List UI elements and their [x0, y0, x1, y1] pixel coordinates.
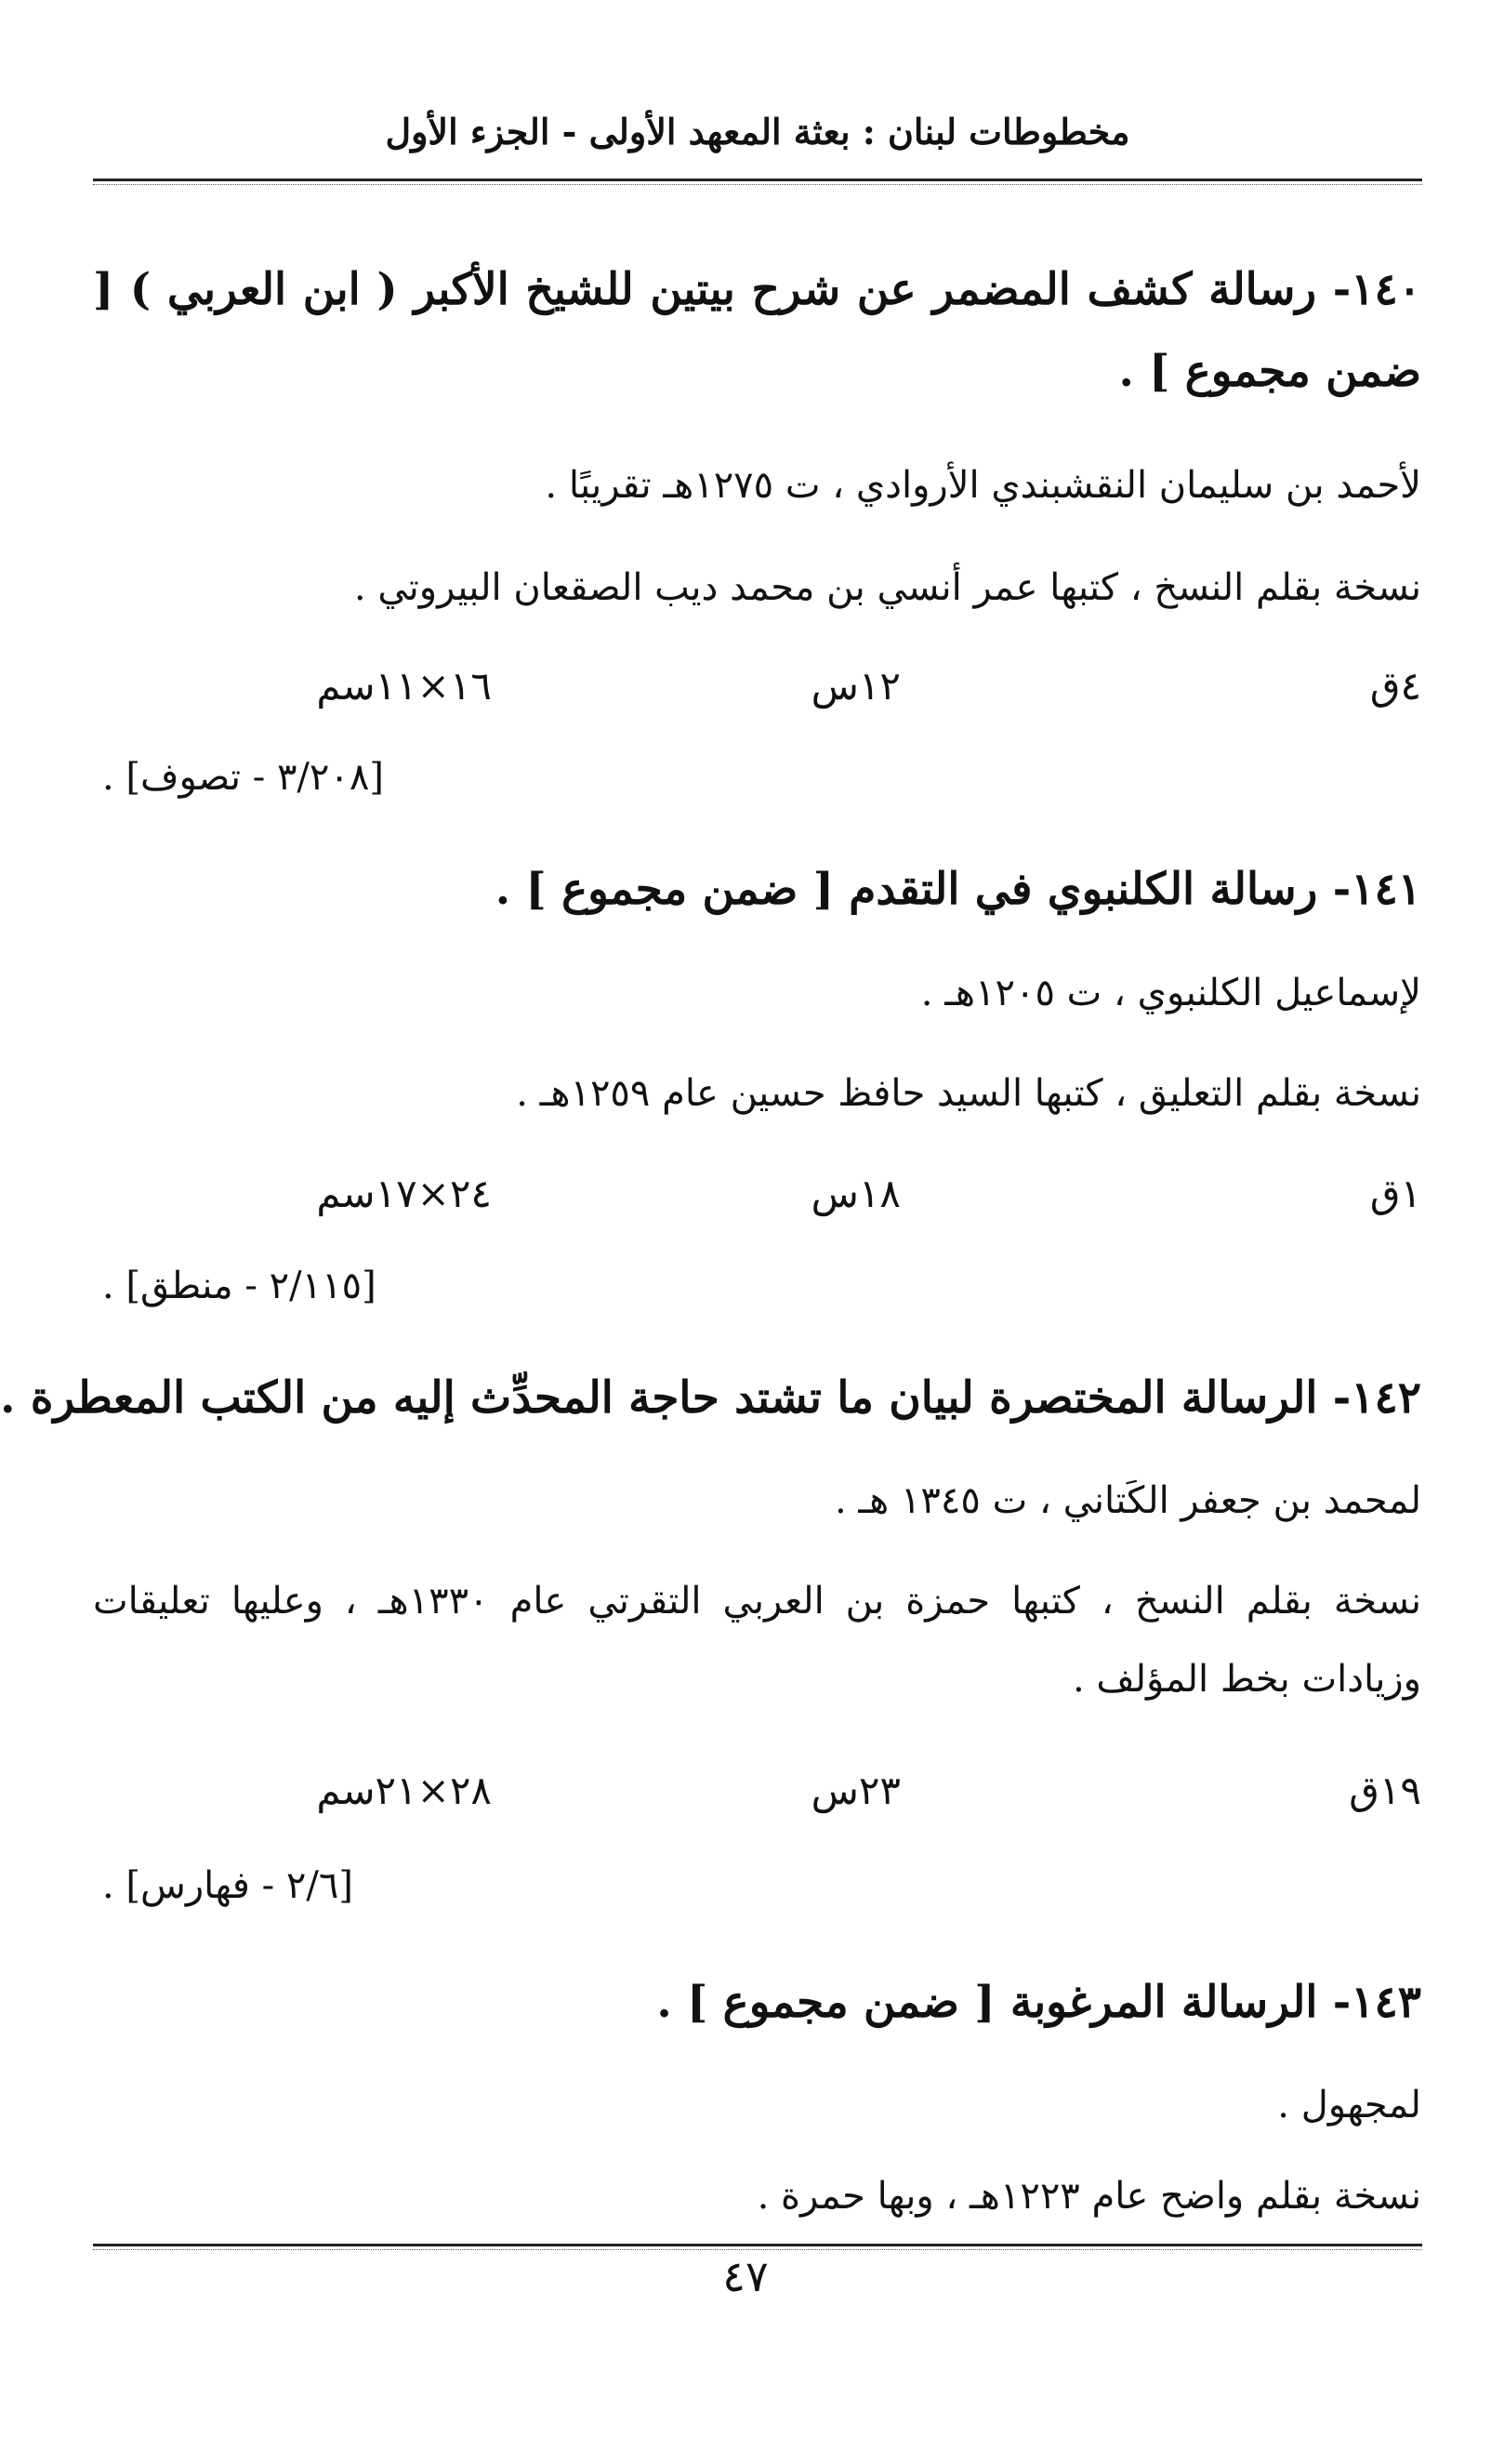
entry-title: ١٤١- رسالة الكلنبوي في التقدم [ ضمن مجموع ] .	[495, 864, 1421, 915]
page-number: ٤٧	[722, 2251, 769, 2301]
leaf-count: ١٩ق	[1349, 1768, 1421, 1813]
entry-title: ١٤٣- الرسالة المرغوبة [ ضمن مجموع ] .	[656, 1977, 1421, 2028]
footer-rule	[93, 2244, 1422, 2246]
lines-per-page: ١٨س	[811, 1171, 901, 1216]
shelf-classmark: [٣/٢٠٨ - تصوف] .	[102, 756, 384, 799]
page-dimensions: ٢٨×٢١سم	[316, 1768, 492, 1813]
entry-author: لمحمد بن جعفر الكَتاني ، ت ١٣٤٥ هـ .	[834, 1479, 1421, 1522]
entry-author: لأحمد بن سليمان النقشبندي الأروادي ، ت ١٢٧٥هـ تقريبًا .	[545, 464, 1421, 507]
shelf-classmark: [٢/١١٥ - منطق] .	[102, 1265, 376, 1307]
entry-title: ١٤٢- الرسالة المختصرة لبيان ما تشتد حاجة المحدِّث إليه من الكتب المعطرة .	[0, 1372, 1421, 1424]
entry-physical-description	[93, 658, 1421, 714]
lines-per-page: ٢٣س	[811, 1768, 901, 1813]
header-rule	[93, 179, 1422, 181]
entry-physical-description	[93, 1763, 1421, 1819]
page-dimensions: ٢٤×١٧سم	[316, 1171, 492, 1216]
page-dimensions: ١٦×١١سم	[316, 663, 492, 709]
entry-copy: نسخة بقلم النسخ ، كتبها حمزة بن العربي التقرتي عام ١٣٣٠هـ ، وعليها تعليقات وزيادات بخط المؤلف .	[93, 1580, 1422, 1701]
entry-copy: نسخة بقلم واضح عام ١٢٢٣هـ ، وبها حمرة .	[757, 2175, 1421, 2218]
entry-author: لمجهول .	[1277, 2084, 1421, 2126]
entry-copy: نسخة بقلم النسخ ، كتبها عمر أنسي بن محمد ديب الصقعان البيروتي .	[353, 566, 1421, 609]
entry-title: ١٤٠- رسالة كشف المضمر عن شرح بيتين للشيخ الأكبر ( ابن العربي ) [ ضمن مجموع ] .	[93, 264, 1421, 397]
lines-per-page: ١٢س	[811, 663, 901, 709]
entry-author: لإسماعيل الكلنبوي ، ت ١٢٠٥هـ .	[920, 972, 1421, 1014]
entry-physical-description	[93, 1166, 1421, 1222]
running-header: مخطوطات لبنان : بعثة المعهد الأولى - الجزء الأول	[385, 111, 1130, 152]
leaf-count: ١ق	[1369, 1171, 1421, 1216]
leaf-count: ٤ق	[1369, 663, 1421, 709]
shelf-classmark: [٢/٦ - فهارس] .	[102, 1864, 353, 1907]
entry-copy: نسخة بقلم التعليق ، كتبها السيد حافظ حسين عام ١٢٥٩هـ .	[516, 1072, 1421, 1115]
